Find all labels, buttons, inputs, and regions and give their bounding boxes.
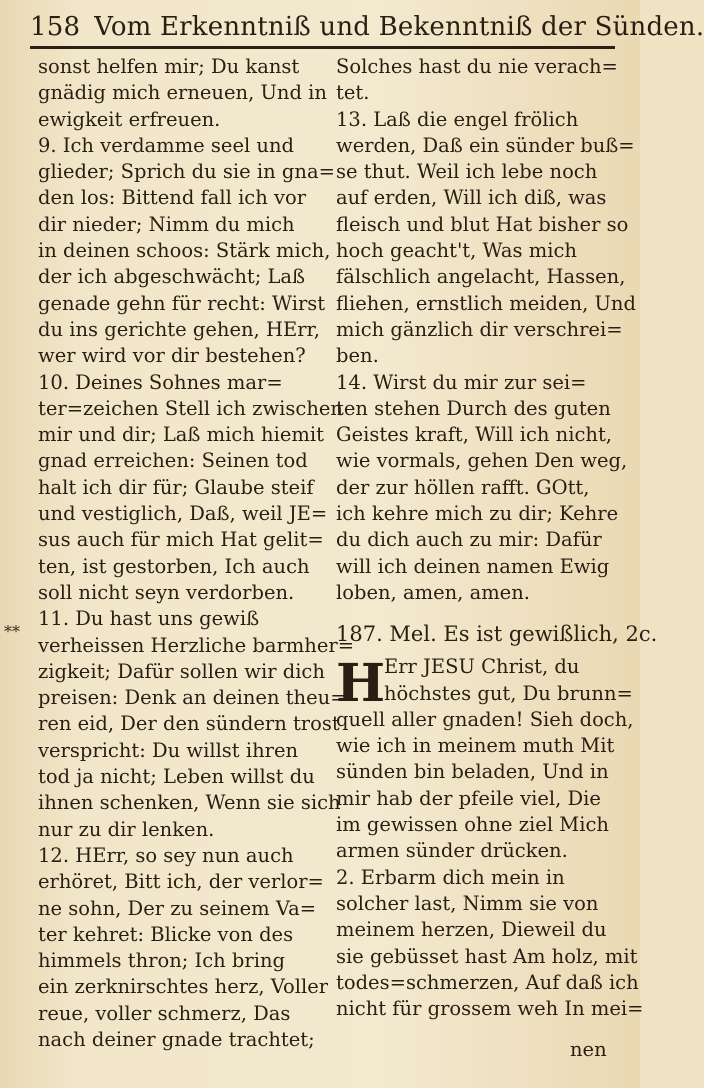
text-line: soll nicht seyn verdorben. <box>38 580 295 604</box>
text-line: se thut. Weil ich lebe noch <box>336 160 598 184</box>
text-line: 12. HErr, so sey nun auch <box>38 843 294 867</box>
text-line: reue, voller schmerz, Das <box>38 1001 291 1025</box>
text-line: und vestiglich, Daß, weil JE= <box>38 502 328 526</box>
text-line: auf erden, Will ich diß, was <box>336 186 607 210</box>
drop-cap: H <box>336 653 386 715</box>
text-line: tod ja nicht; Leben willst du <box>38 765 315 789</box>
text-line: 11. Du hast uns gewiß <box>38 607 260 631</box>
text-line: du dich auch zu mir: Dafür <box>336 528 602 552</box>
text-line: Err JESU Christ, du <box>384 655 580 679</box>
text-line: der ich abgeschwächt; Laß <box>38 265 306 289</box>
text-line: höchstes gut, Du brunn= <box>384 681 633 705</box>
text-line: in deinen schoos: Stärk mich, <box>38 239 331 263</box>
catchword: nen <box>570 1038 607 1061</box>
text-line: ter=zeichen Stell ich zwischen <box>38 396 343 420</box>
text-line: Solches hast du nie verach= <box>336 55 618 78</box>
text-line: nicht für grossem weh In mei= <box>336 997 644 1021</box>
text-line: ewigkeit erfreuen. <box>38 107 221 131</box>
text-line: ten stehen Durch des guten <box>336 396 611 420</box>
text-line: zigkeit; Dafür sollen wir dich <box>38 659 325 683</box>
text-line: 13. Laß die engel frölich <box>336 107 579 131</box>
text-line: mich gänzlich dir verschrei= <box>336 317 623 341</box>
text-line: tet. <box>336 81 370 105</box>
text-line: werden, Daß ein sünder buß= <box>336 133 635 157</box>
text-line: meinem herzen, Dieweil du <box>336 918 607 942</box>
text-line: ne sohn, Der zu seinem Va= <box>38 896 317 920</box>
text-line: ten, ist gestorben, Ich auch <box>38 554 310 578</box>
text-line: dir nieder; Nimm du mich <box>38 212 295 236</box>
text-line: 14. Wirst du mir zur sei= <box>336 370 587 394</box>
right-column <box>336 54 658 1022</box>
text-line: fälschlich angelacht, Hassen, <box>336 265 626 289</box>
text-line: glieder; Sprich du sie in gna= <box>38 160 335 184</box>
page-number: 158 <box>30 12 81 42</box>
text-line: du ins gerichte gehen, HErr, <box>38 317 320 341</box>
text-line: will ich deinen namen Ewig <box>336 554 610 578</box>
text-line: gnad erreichen: Seinen tod <box>38 449 308 473</box>
text-line: mir hab der pfeile viel, Die <box>336 786 601 810</box>
text-line: den los: Bittend fall ich vor <box>38 186 307 210</box>
text-line: preisen: Denk an deinen theu= <box>38 686 347 710</box>
running-title: Vom Erkenntniß und Bekenntniß der Sünden. <box>94 12 704 42</box>
hymn-heading: 187. Mel. Es ist gewißlich, 2c. <box>336 622 658 647</box>
text-line: ein zerknirschtes herz, Voller <box>38 975 329 999</box>
text-line: himmels thron; Ich bring <box>38 949 286 973</box>
text-line: ren eid, Der den sündern trost <box>38 712 340 736</box>
text-line: halt ich dir für; Glaube steif <box>38 475 314 499</box>
text-line: hoch geacht't, Was mich <box>336 239 577 263</box>
text-line: mir und dir; Laß mich hiemit <box>38 423 324 447</box>
text-line: im gewissen ohne ziel Mich <box>336 813 609 837</box>
left-column <box>38 54 355 1053</box>
text-line: solcher last, Nimm sie von <box>336 891 599 915</box>
text-line: sünden bin beladen, Und in <box>336 760 609 784</box>
text-line: verheissen Herzliche barmher= <box>38 633 355 657</box>
text-line: gnädig mich erneuen, Und in <box>38 81 327 105</box>
text-line: sus auch für mich Hat gelit= <box>38 528 324 552</box>
text-line: erhöret, Bitt ich, der verlor= <box>38 870 324 894</box>
text-line: ich kehre mich zu dir; Kehre <box>336 502 619 526</box>
header-rule <box>30 46 615 49</box>
text-line: sonst helfen mir; Du kanst <box>38 55 300 78</box>
text-line: quell aller gnaden! Sieh doch, <box>336 707 634 731</box>
text-line: 10. Deines Sohnes mar= <box>38 370 283 394</box>
text-line: fliehen, ernstlich meiden, Und <box>336 291 636 315</box>
text-line: Geistes kraft, Will ich nicht, <box>336 423 612 447</box>
text-line: der zur höllen rafft. GOtt, <box>336 475 590 499</box>
text-line: ter kehret: Blicke von des <box>38 922 294 946</box>
text-line: genade gehn für recht: Wirst <box>38 291 326 315</box>
text-line: nur zu dir lenken. <box>38 817 215 841</box>
text-line: nach deiner gnade trachtet; <box>38 1027 315 1051</box>
text-line: wie vormals, gehen Den weg, <box>336 449 628 473</box>
text-line: sie gebüsset hast Am holz, mit <box>336 944 638 968</box>
text-line: loben, amen, amen. <box>336 580 530 604</box>
text-line: 9. Ich verdamme seel und <box>38 133 295 157</box>
margin-mark: ** <box>4 622 20 641</box>
page-header <box>30 10 704 44</box>
text-line: wer wird vor dir bestehen? <box>38 344 306 368</box>
text-line: ihnen schenken, Wenn sie sich <box>38 791 341 815</box>
text-line: verspricht: Du willst ihren <box>38 738 299 762</box>
text-line: ben. <box>336 344 379 368</box>
text-line: wie ich in meinem muth Mit <box>336 734 615 758</box>
text-line: 2. Erbarm dich mein in <box>336 865 565 889</box>
text-line: fleisch und blut Hat bisher so <box>336 212 629 236</box>
text-line: armen sünder drücken. <box>336 839 568 863</box>
text-line: todes=schmerzen, Auf daß ich <box>336 970 639 994</box>
